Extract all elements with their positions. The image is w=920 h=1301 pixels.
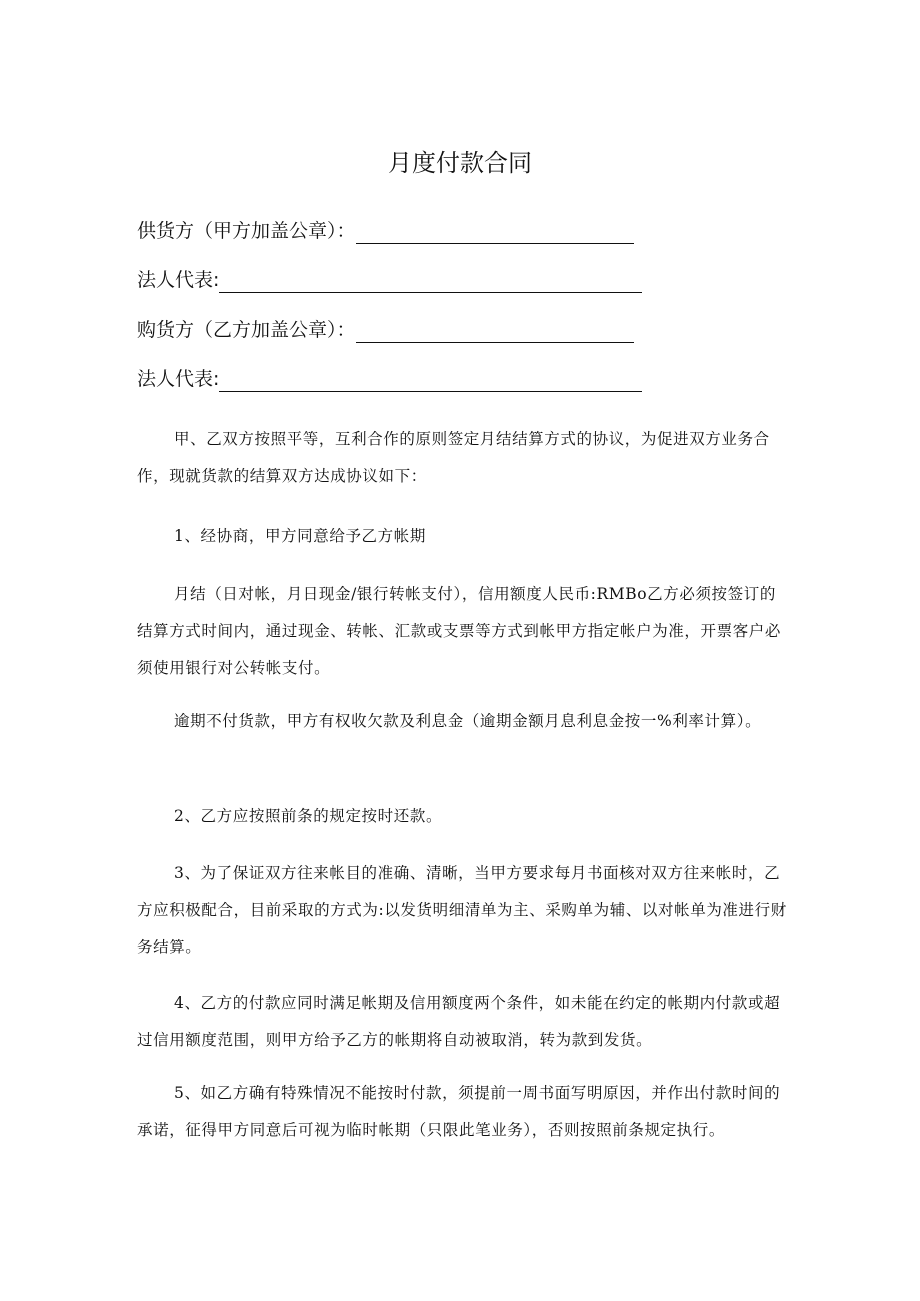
buyer-label: 购货方（乙方加盖公章）： [137, 319, 356, 341]
intro-text: 甲、乙双方按照平等，互利合作的原则签定月结结算方式的协议，为促进双方业务合作，现就货款的结算双方达成协议如下： [137, 430, 770, 485]
monthly-settlement-text: 月结（日对帐，月日现金/银行转帐支付），信用额度人民币:RMBo乙方必须按签订的结算方式时间内，通过现金、转帐、汇款或支票等方式到帐甲方指定帐户为准，开票客户必须使用银行对公转帐支付。 [137, 585, 782, 677]
supplier-legal-rep-blank-line[interactable] [219, 268, 642, 293]
overdue-text: 逾期不付货款，甲方有权收欠款及利息金（逾期金额月息利息金按一%利率计算）。 [174, 712, 762, 730]
intro-paragraph [137, 421, 789, 495]
clause-4-paragraph [137, 985, 789, 1059]
supplier-label: 供货方（甲方加盖公章）： [137, 220, 356, 242]
buyer-legal-rep-blank-line[interactable] [219, 367, 642, 392]
overdue-paragraph [137, 703, 789, 740]
buyer-legal-rep-field [137, 362, 642, 392]
supplier-blank-line[interactable] [356, 219, 634, 244]
buyer-legal-rep-label: 法人代表: [137, 368, 220, 390]
page-title: 月度付款合同 [388, 149, 532, 177]
clause-3-paragraph [137, 855, 789, 966]
clause-2-paragraph [137, 798, 789, 835]
buyer-blank-line[interactable] [356, 318, 634, 343]
clause-5-paragraph [137, 1075, 789, 1149]
supplier-legal-rep-field [137, 263, 642, 293]
clause-1-paragraph [137, 518, 789, 555]
clause-1-text: 1、经协商，甲方同意给予乙方帐期 [174, 527, 426, 545]
supplier-legal-rep-label: 法人代表: [137, 269, 220, 291]
clause-2-text: 2、乙方应按照前条的规定按时还款。 [174, 807, 443, 825]
supplier-field [137, 214, 634, 244]
monthly-settlement-paragraph [137, 576, 789, 687]
clause-3-text: 3、为了保证双方往来帐目的准确、清晰，当甲方要求每月书面核对双方往来帐时，乙方应积极配合，目前采取的方式为:以发货明细清单为主、采购单为辅、以对帐单为准进行财务结算。 [137, 864, 787, 956]
clause-5-text: 5、如乙方确有特殊情况不能按时付款，须提前一周书面写明原因，并作出付款时间的承诺，征得甲方同意后可视为临时帐期（只限此笔业务），否则按照前条规定执行。 [137, 1084, 781, 1139]
buyer-field [137, 313, 634, 343]
clause-4-text: 4、乙方的付款应同时满足帐期及信用额度两个条件，如未能在约定的帐期内付款或超过信用额度范围，则甲方给予乙方的帐期将自动被取消，转为款到发货。 [137, 994, 781, 1049]
